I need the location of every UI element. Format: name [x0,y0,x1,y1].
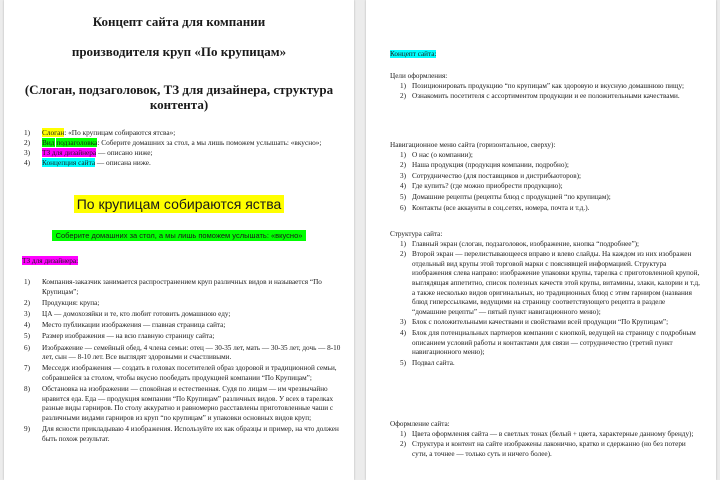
goals-item-text: Позиционировать продукцию “по крупицам” как здоровую и вкусную домашнюю пищу; [412,81,685,90]
nav-item-text: Сотрудничество (для поставщиков и дистрибьюторов); [412,171,582,180]
subtitle-text: Соберите домашних за стол, а мы лишь поможем услышать: «вкусно» [52,230,307,241]
design-item [390,430,700,440]
tz-list [24,278,342,446]
list-number: 2) [400,250,406,259]
nav-heading: Навигационное меню сайта (горизонтальное, сверху): [390,141,556,149]
intro-item-text: : «По крупицам собираются ятсва»; [64,128,176,137]
highlight-subtitle: подзаголовка [56,138,98,147]
goals-heading: Цели оформления: [390,72,448,80]
structure-item [390,250,700,317]
design-item-text: Структура и контент на сайте изображены лаконично, кратко и сдержанно (но без потери сути, а точнее — только суть и ничего более). [412,440,686,458]
list-number: 4) [24,158,31,167]
list-number: 1) [400,81,406,90]
slogan-banner [4,195,354,213]
tz-item-text: Размер изображения — на всю главную страницу сайта; [42,332,215,341]
tz-item [24,385,342,423]
nav-item [390,151,700,161]
structure-section [390,230,700,369]
structure-item [390,240,700,250]
tz-item-text: Изображение — семейный обед, 4 члена семьи: отец — 30-35 лет, мать — 30-35 лет, дочь — 8-10 лет, сын — 8-10 лет. Все выглядят здоровыми и счастливыми. [42,343,341,362]
list-number: 2) [24,138,31,147]
structure-list [390,240,700,369]
design-heading: Оформление сайта: [390,420,450,428]
structure-item [390,329,700,358]
structure-item [390,359,700,369]
list-number: 3) [24,148,31,157]
tz-item-text: Месседж изображения — создать в головах посетителей образ здоровой и традиционной семьи, собравшейся за столом, чтобы вкусно пообедать продукцией компании “По Крупицам”; [42,364,337,382]
list-number: 8) [24,385,30,394]
tz-item [24,278,342,297]
tz-item-text: Компания-заказчик занимается распространением круп различных видов и называется “По Крупицам”; [42,278,322,296]
tz-heading [22,256,78,266]
nav-item [390,182,700,192]
structure-item-text: Подвал сайта. [412,358,455,367]
tz-item [24,299,342,309]
intro-item [24,148,342,158]
nav-item-text: Контакты (все аккаунты в соц.сетях, номера, почта и т.д.). [412,203,590,212]
nav-item [390,161,700,171]
doc-title-line-4: контента) [149,97,209,112]
highlight-vid: Вид [42,138,55,147]
goals-section [390,72,700,103]
intro-item [24,128,342,138]
list-number: 4) [400,182,406,191]
list-number: 2) [400,92,406,101]
design-section [390,420,700,460]
list-number: 2) [24,298,30,307]
intro-item [24,158,342,168]
list-number: 5) [24,332,30,341]
goals-item [390,92,700,102]
nav-item [390,172,700,182]
document-page-left [4,0,354,480]
nav-item-text: Домашние рецепты (рецепты блюд с продукцией “по крупицам); [412,192,611,201]
structure-item-text: Блок для потенциальных партнеров компании с кнопкой, ведущей на страницу с подробным описанием условий работы и контактами для связи — сотрудничество (третий пункт навигационного меню); [412,328,696,357]
document-page-right [366,0,716,480]
subtitle-banner [4,231,354,241]
goals-item [390,82,700,92]
nav-item [390,204,700,214]
doc-title-line-1: Концепт сайта для компании [92,14,266,29]
intro-item-text: : Соберите домашних за стол, а мы лишь поможем услышать: «вкусно»; [97,138,322,147]
list-number: 2) [400,440,406,449]
list-number: 6) [400,203,406,212]
doc-title-line-3: (Слоган, подзаголовок, ТЗ для дизайнера, структура [24,82,334,97]
nav-item-text: О нас (о компании); [412,150,473,159]
structure-item-text: Второй экран — перелистывающееся вправо и влево слайды. На каждом из них изображен отдельный вид крупы этой торговой марки с пояснявщей информацией. Структура изображения слева направо: изображение упаковки крупы, тарелка с приготовленной крупой, выглядящая аппетитно, список полезных качеств этой крупы, витамины, злаки, калории и т.д, а также несколько видов оригинальных, но традиционных блюд с этим гарниром (названия блюд гиперссылками, ведущими на страницу соответствующего рецепта в разделе “домашние рецепты” — пятый пункт навигационного меню); [412,250,700,316]
tz-item [24,310,342,320]
tz-item-text: Место публикации изображения — главная страница сайта; [42,321,226,330]
list-number: 1) [24,278,30,286]
intro-item [24,138,342,148]
design-item-text: Цвета оформления сайта — в светлых тонах (белый + цвета, характерные данному бренду); [412,429,694,438]
goals-item-text: Ознакомить посетителя с ассортиментом продукции и ее положительными качествами. [412,92,680,101]
list-number: 1) [24,128,31,137]
list-number: 1) [400,239,406,248]
list-number: 4) [24,321,30,330]
tz-item-text: ЦА — домохозяйки и те, кто любит готовить домашнюю еду; [42,309,231,318]
concept-heading-text: Концепт сайта: [390,50,437,58]
structure-item-text: Главный экран (слоган, подзаголовок, изображение, кнопка “подробнее”); [412,239,640,248]
intro-item-text: — описана ниже. [95,158,151,167]
highlight-concept: Концепция сайта [42,158,96,167]
list-number: 1) [400,150,406,159]
highlight-slogan: Слоган [42,128,65,137]
slogan-text: По крупицам собираются яства [74,195,285,213]
intro-list [24,128,342,168]
tz-item [24,364,342,383]
tz-item [24,321,342,331]
highlight-tz: ТЗ для дизайнера [42,148,97,157]
structure-heading: Структура сайта: [390,230,443,238]
list-number: 5) [400,192,406,201]
list-number: 3) [400,171,406,180]
nav-item-text: Наша продукция (продукция компании, подробно); [412,161,569,170]
list-number: 4) [400,328,406,337]
list-number: 3) [400,318,406,327]
list-number: 5) [400,358,406,367]
list-number: 1) [400,429,406,438]
design-list [390,430,700,460]
list-number: 3) [24,309,30,318]
structure-item [390,318,700,328]
structure-item-text: Блок с положительными качествами и свойствами всей продукции “По Крупицам”; [412,318,669,327]
tz-item-text: Для ясности прикладываю 4 изображения. Используйте их как образцы и пример, на что должен быть похож результат. [42,425,339,443]
list-number: 6) [24,343,30,352]
nav-item [390,193,700,203]
nav-section [390,141,700,214]
list-number: 7) [24,364,30,373]
goals-list [390,82,700,102]
tz-item [24,332,342,342]
tz-item [24,344,342,363]
tz-heading-text: ТЗ для дизайнера: [22,256,79,265]
list-number: 2) [400,161,406,170]
doc-title-line-2: производителя круп «По крупицам» [71,44,287,59]
list-number: 9) [24,425,30,434]
intro-item-text: — описано ниже; [96,148,153,157]
tz-item-text: Продукция: крупа; [42,298,100,307]
nav-item-text: Где купить? (где можно приобрести продукцию); [412,182,563,191]
tz-item-text: Обстановка на изображении — спокойная и естественная. Судя по лицам — им чрезвычайно нравится еда. Еда — продукция компании “По Крупицам” различных видов. У всех в тарелках разные виды гарниров. По столу аккуратно и равномерно расставлены приготовленные чаши с различными видами гарниров из круп “по крупицам” и упаковки основных видов круп; [42,385,334,422]
nav-list [390,151,700,214]
tz-item [24,425,342,444]
concept-heading [390,50,700,60]
design-item [390,440,700,459]
